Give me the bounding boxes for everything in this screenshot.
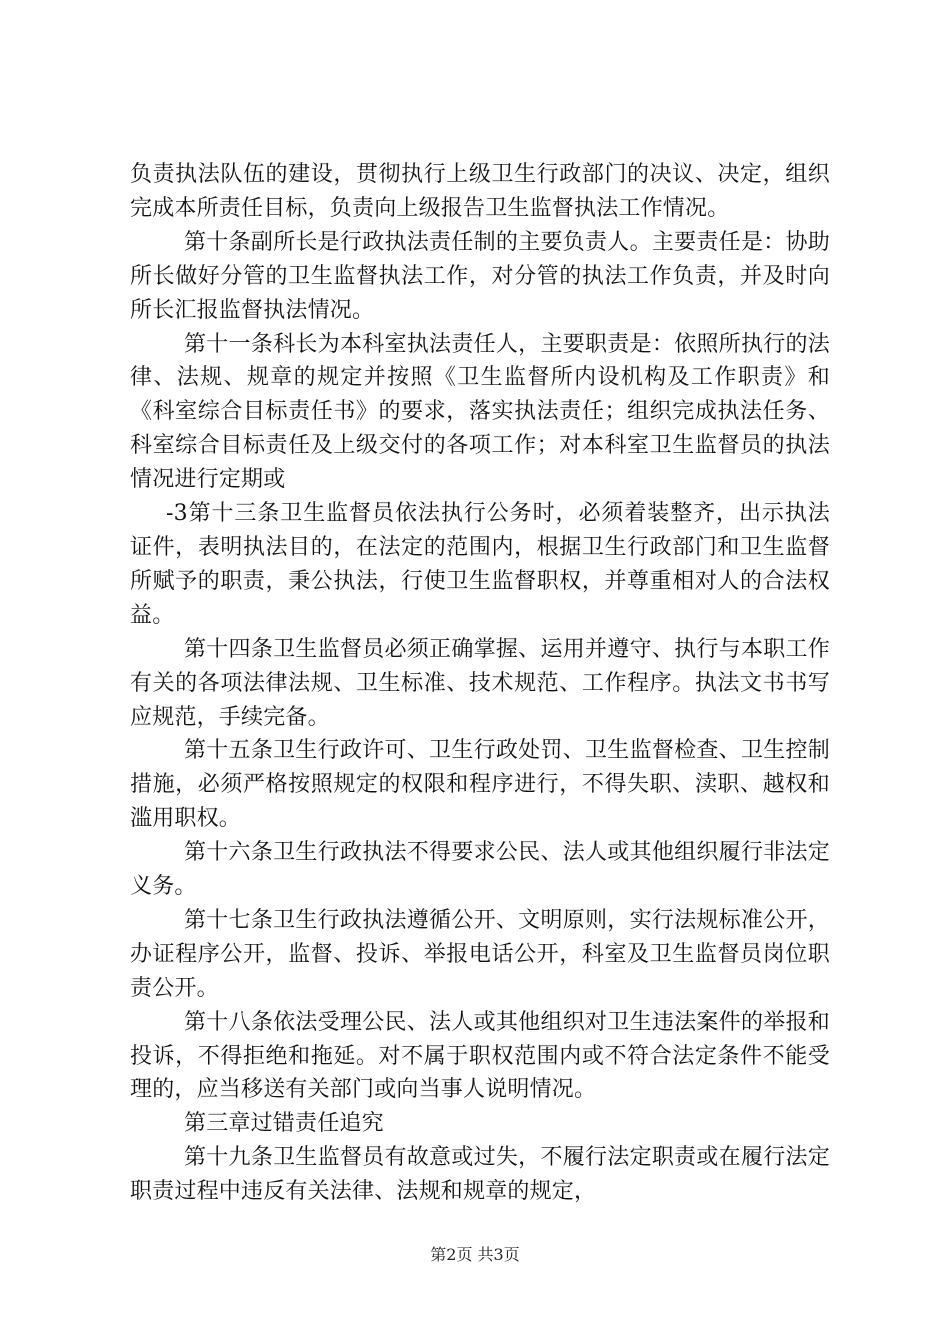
paragraph-article-18: 第十八条依法受理公民、法人或其他组织对卫生违法案件的举报和投诉，不得拒绝和拖延。对不属于职权范围内或不符合法定条件不能受理的，应当移送有关部门或向当事人说明情况。 bbox=[130, 1009, 830, 1103]
chapter-heading: 第三章过错责任追究 bbox=[184, 1111, 384, 1137]
paragraph-article-16: 第十六条卫生行政执法不得要求公民、法人或其他组织履行非法定义务。 bbox=[130, 840, 830, 900]
paragraph-article-13: -3第十三条卫生监督员依法执行公务时，必须着装整齐，出示执法证件，表明执法目的，在法定的范围内，根据卫生行政部门和卫生监督所赋予的职责，秉公执法，行使卫生监督职权，并尊重相对人的合法权益。 bbox=[130, 501, 830, 628]
document-body bbox=[130, 158, 830, 1209]
paragraph-article-19: 第十九条卫生监督员有故意或过失，不履行法定职责或在履行法定职责过程中违反有关法律、法规和规章的规定， bbox=[130, 1145, 830, 1205]
paragraph-article-11: 第十一条科长为本科室执法责任人，主要职责是：依照所执行的法律、法规、规章的规定并按照《卫生监督所内设机构及工作职责》和《科室综合目标责任书》的要求，落实执法责任；组织完成执法任务、科室综合目标责任及上级交付的各项工作；对本科室卫生监督员的执法情况进行定期或 bbox=[130, 331, 830, 493]
page-number-footer: 第2页 共3页 bbox=[430, 1245, 520, 1264]
paragraph-article-10: 第十条副所长是行政执法责任制的主要负责人。主要责任是：协助所长做好分管的卫生监督执法工作，对分管的执法工作负责，并及时向所长汇报监督执法情况。 bbox=[130, 229, 830, 323]
paragraph-article-14: 第十四条卫生监督员必须正确掌握、运用并遵守、执行与本职工作有关的各项法律法规、卫生标准、技术规范、工作程序。执法文书书写应规范，手续完备。 bbox=[130, 636, 830, 730]
paragraph-continuation: 负责执法队伍的建设，贯彻执行上级卫生行政部门的决议、决定，组织完成本所责任目标，负责向上级报告卫生监督执法工作情况。 bbox=[130, 162, 830, 221]
paragraph-article-17: 第十七条卫生行政执法遵循公开、文明原则，实行法规标准公开，办证程序公开，监督、投诉、举报电话公开，科室及卫生监督员岗位职责公开。 bbox=[130, 907, 830, 1001]
paragraph-article-15: 第十五条卫生行政许可、卫生行政处罚、卫生监督检查、卫生控制措施，必须严格按照规定的权限和程序进行，不得失职、渎职、越权和滥用职权。 bbox=[130, 738, 830, 832]
